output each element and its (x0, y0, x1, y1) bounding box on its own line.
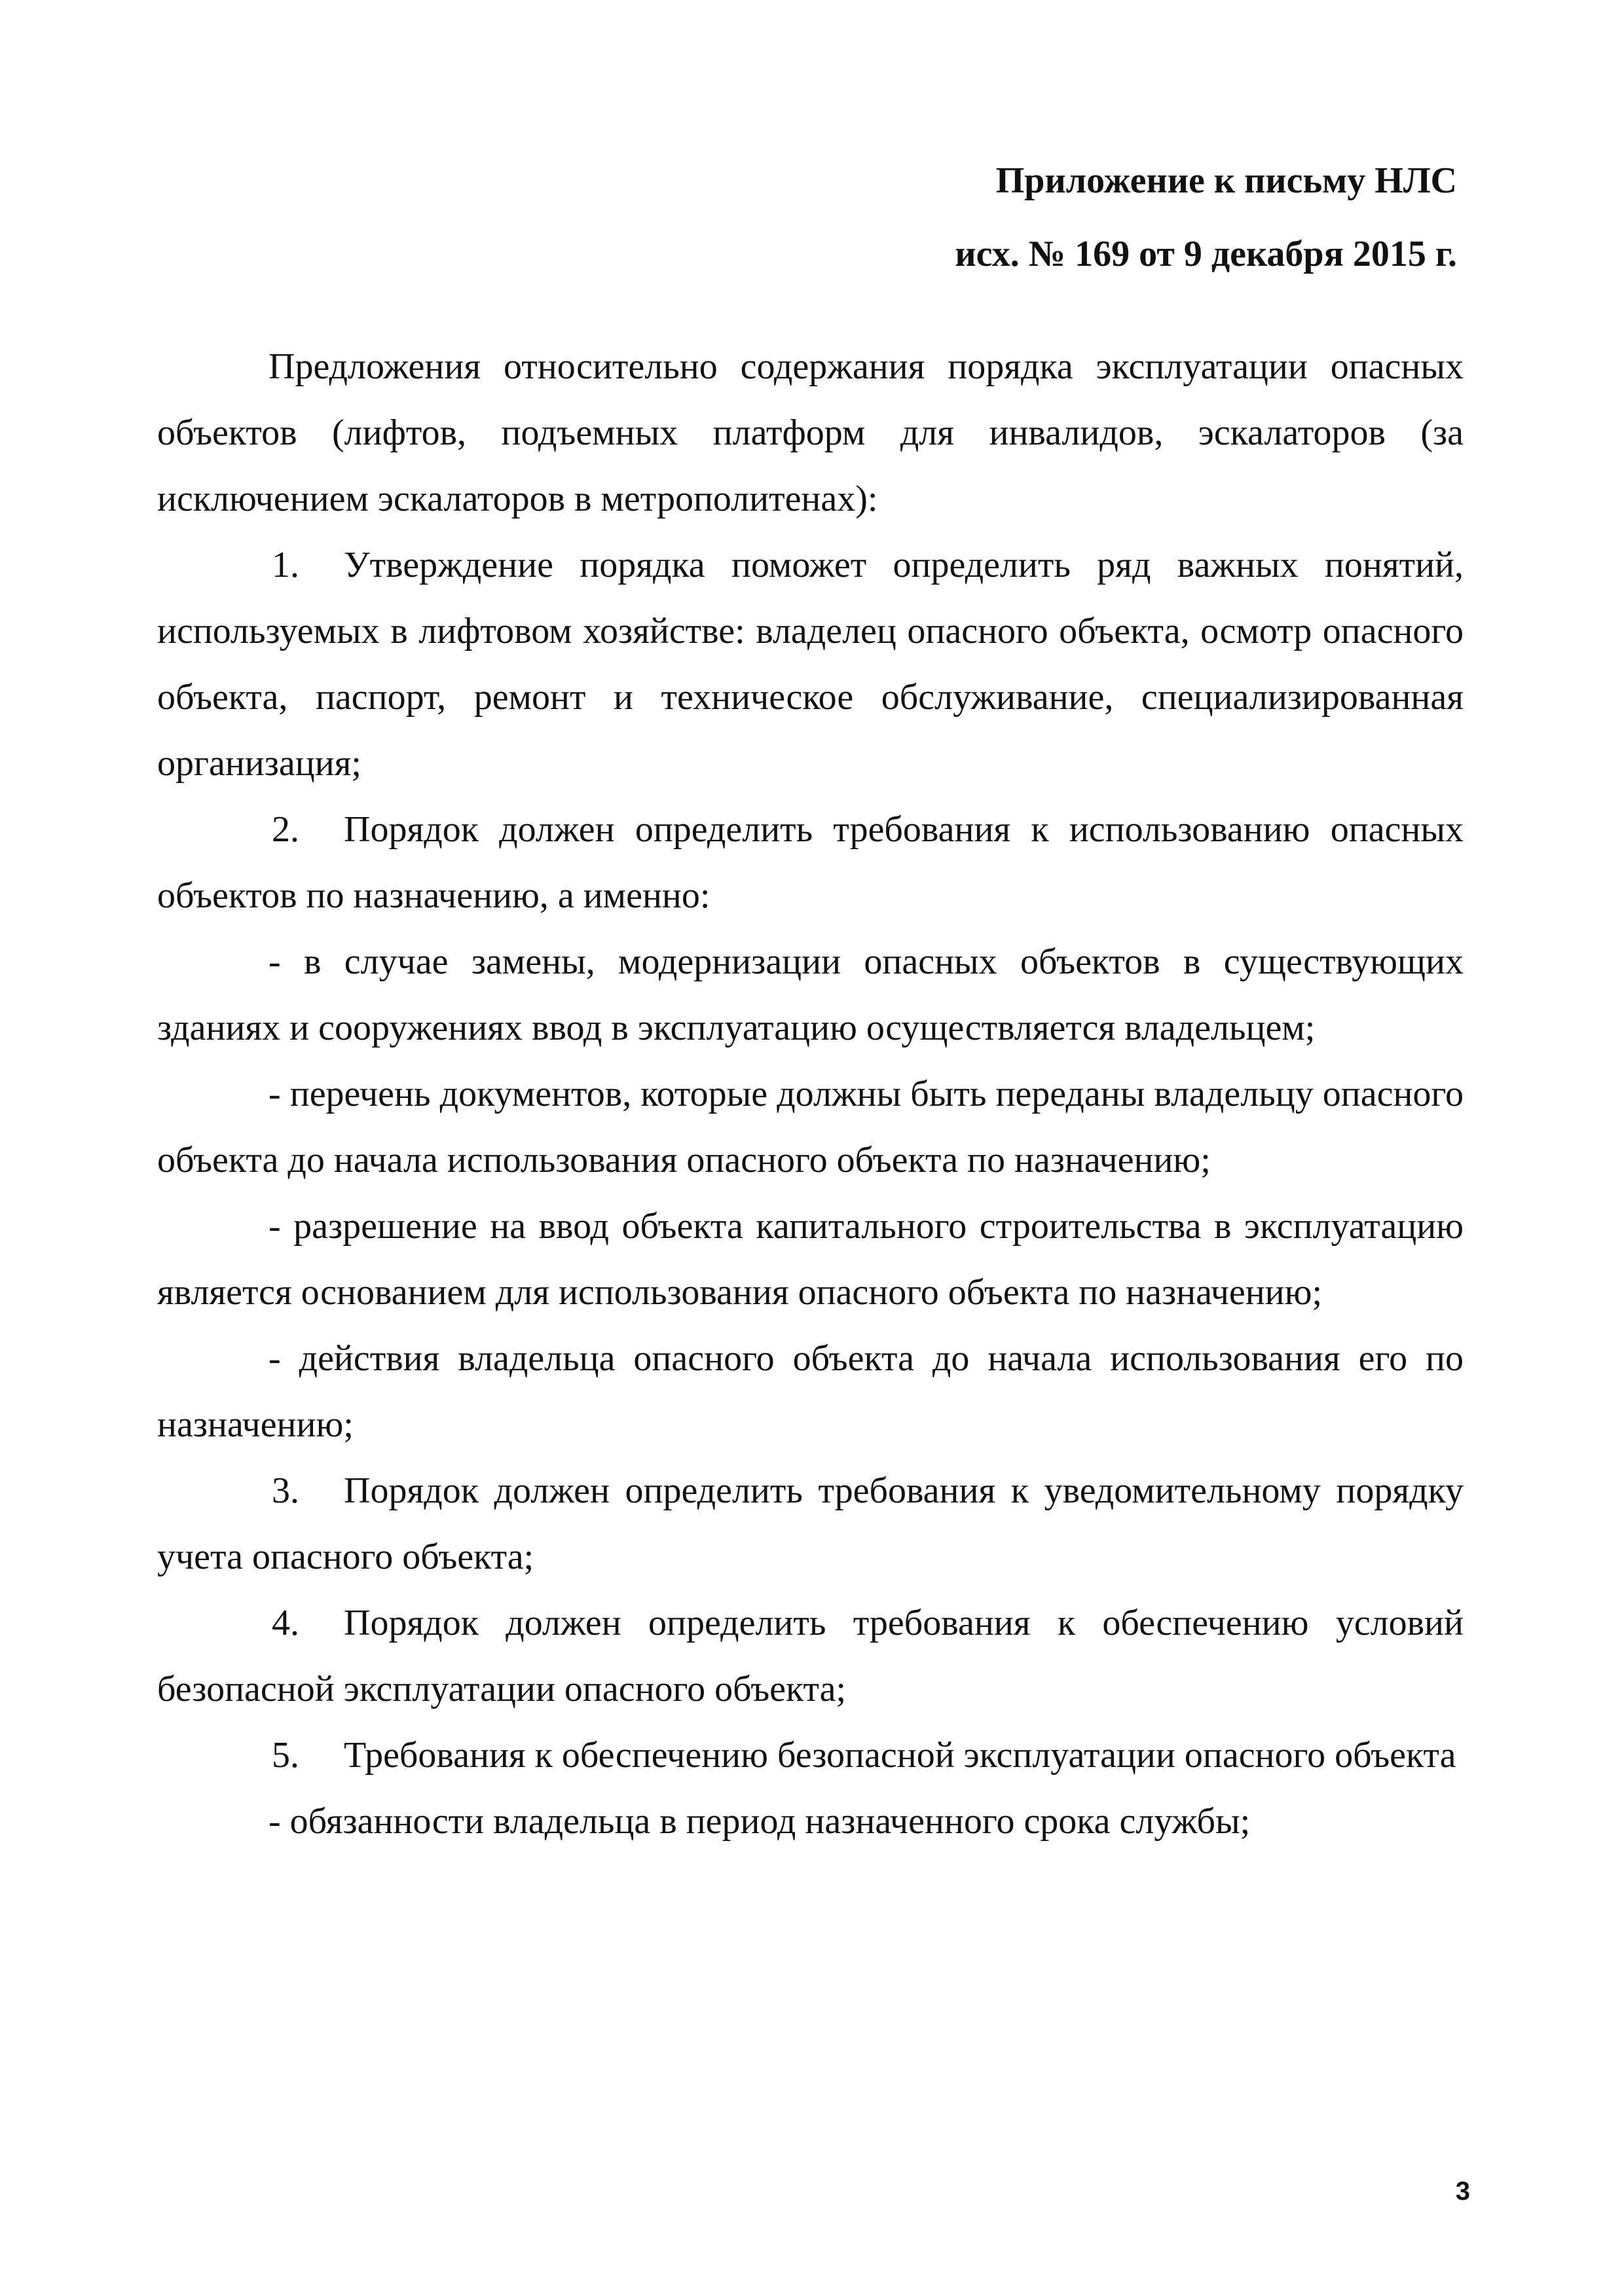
list-item-text: Утверждение порядка поможет определить ряд важных понятий, используемых в лифтовом хозяйстве: владелец опасного объекта, осмотр опасного объекта, паспорт, ремонт и техническое обслуживание, специализированная организация; (157, 545, 1464, 784)
dash-item-4: - действия владельца опасного объекта до начала использования его по назначению; (157, 1338, 1464, 1445)
header-reference: исх. № 169 от 9 декабря 2015 г. (955, 234, 1457, 274)
list-item-number: 5. (272, 1735, 299, 1776)
list-item-number: 4. (272, 1603, 299, 1643)
list-item-number: 1. (272, 545, 299, 585)
list-item-4 (157, 1590, 1464, 1722)
list-item-text: Порядок должен определить требования к уведомительному порядку учета опасного объекта; (157, 1470, 1464, 1577)
dash-item-1: - в случае замены, модернизации опасных объектов в существующих зданиях и сооружениях ввод в эксплуатацию осуществляется владельцем; (157, 941, 1464, 1048)
list-item-text: Порядок должен определить требования к использованию опасных объектов по назначению, а именно: (157, 809, 1464, 916)
dash-item-2: - перечень документов, которые должны быть переданы владельцу опасного объекта до начала использования опасного объекта по назначению; (157, 1074, 1464, 1180)
intro-paragraph: Предложения относительно содержания порядка эксплуатации опасных объектов (лифтов, подъемных платформ для инвалидов, эскалаторов (за исключением эскалаторов в метрополитенах): (157, 346, 1464, 519)
list-item-number: 3. (272, 1470, 299, 1511)
dash-item-3: - разрешение на ввод объекта капитального строительства в эксплуатацию является основанием для использования опасного объекта по назначению; (157, 1206, 1464, 1313)
list-item-text: Требования к обеспечению безопасной эксплуатации опасного объекта (344, 1735, 1456, 1776)
appendix-header (955, 144, 1457, 291)
list-item-3 (157, 1458, 1464, 1590)
list-item-2 (157, 797, 1464, 929)
list-item-number: 2. (272, 809, 299, 850)
list-item-1 (157, 532, 1464, 797)
dash-item-5: - обязанности владельца в период назначенного срока службы; (268, 1801, 1251, 1842)
list-item-5 (157, 1722, 1464, 1789)
header-title: Приложение к письму НЛС (995, 160, 1457, 201)
page-number: 3 (1455, 2177, 1470, 2206)
list-item-text: Порядок должен определить требования к обеспечению условий безопасной эксплуатации опасного объекта; (157, 1603, 1464, 1709)
document-body (157, 334, 1464, 1855)
